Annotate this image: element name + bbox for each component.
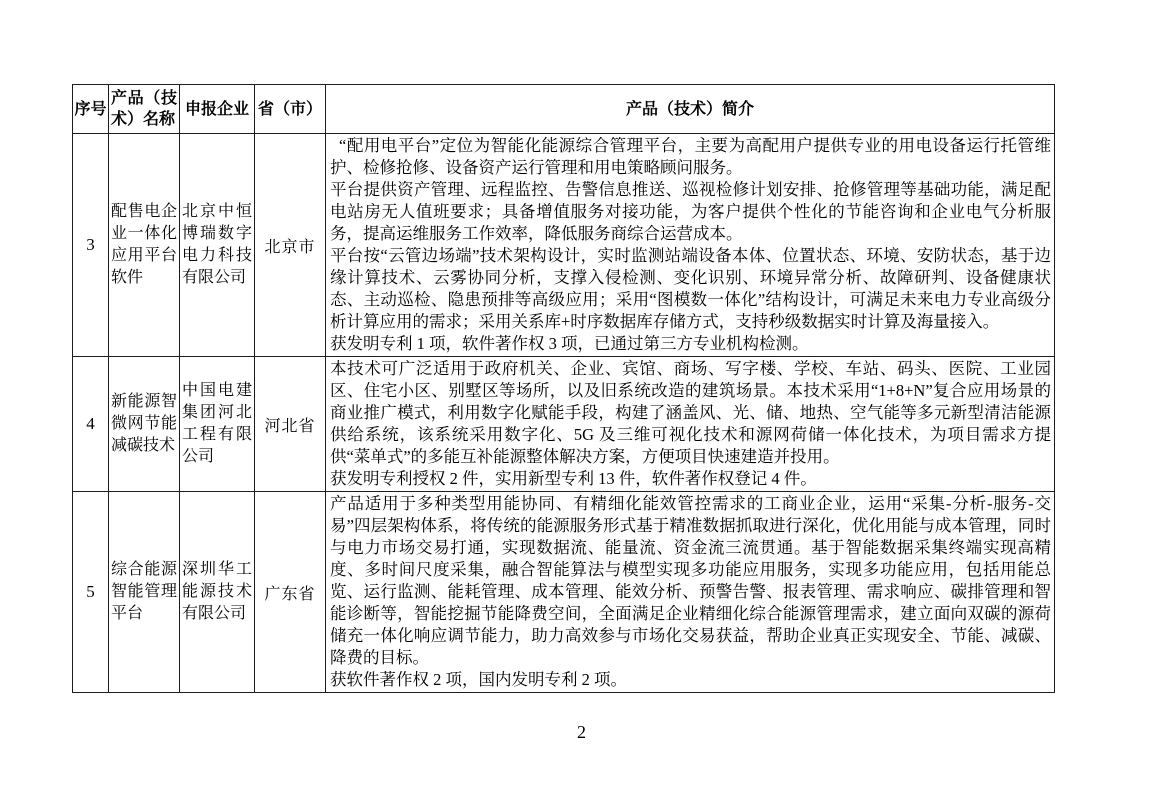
cell-province: 广东省 [255, 492, 326, 693]
cell-intro [326, 492, 1055, 693]
col-header-company: 申报企业 [180, 85, 255, 134]
cell-company: 中国电建集团河北工程有限公司 [180, 357, 255, 492]
cell-name: 配售电企业一体化应用平台软件 [109, 134, 180, 357]
col-header-province: 省（市） [255, 85, 326, 134]
intro-paragraph: “配用电平台”定位为智能化能源综合管理平台，主要为高配用户提供专业的用电设备运行托管维护、检修抢修、设备资产运行管理和用电策略顾问服务。 [330, 136, 1051, 177]
cell-no: 3 [73, 134, 109, 357]
cell-province: 北京市 [255, 134, 326, 357]
intro-paragraph: 获发明专利 1 项，软件著作权 3 项，已通过第三方专业机构检测。 [330, 334, 809, 353]
cell-company: 北京中恒博瑞数字电力科技有限公司 [180, 134, 255, 357]
cell-intro [326, 357, 1055, 492]
page-number: 2 [577, 722, 586, 742]
intro-paragraph: 平台提供资产管理、远程监控、告警信息推送、巡视检修计划安排、抢修管理等基础功能，满足配电站房无人值班要求；具备增值服务对接功能，为客户提供个性化的节能咨询和企业电气分析服务，提高运维服务工作效率，降低服务商综合运营成本。 [330, 180, 1051, 243]
table-row [73, 134, 1055, 357]
cell-name: 综合能源智能管理平台 [109, 492, 180, 693]
table-row [73, 492, 1055, 693]
col-header-name: 产品（技术）名称 [109, 85, 180, 134]
col-header-no: 序号 [73, 85, 109, 134]
cell-province: 河北省 [255, 357, 326, 492]
intro-paragraph: 本技术可广泛适用于政府机关、企业、宾馆、商场、写字楼、学校、车站、码头、医院、工业园区、住宅小区、别墅区等场所，以及旧系统改造的建筑场景。本技术采用“1+8+N”复合应用场景的商业推广模式，利用数字化赋能手段，构建了涵盖风、光、储、地热、空气能等多元新型清洁能源供给系统，该系统采用数字化、5G 及三维可视化技术和源网荷储一体化技术，为项目需求方提供“菜单式”的多能互补能源整体解决方案，方便项目快速建造并投用。 [330, 359, 1051, 466]
cell-intro [326, 134, 1055, 357]
table-header-row [73, 85, 1055, 134]
intro-paragraph: 获发明专利授权 2 件，实用新型专利 13 件，软件著作权登记 4 件。 [330, 469, 817, 488]
cell-name: 新能源智微网节能减碳技术 [109, 357, 180, 492]
col-header-intro: 产品（技术）简介 [326, 85, 1055, 134]
intro-paragraph: 获软件著作权 2 项，国内发明专利 2 项。 [330, 670, 627, 689]
table-row [73, 357, 1055, 492]
cell-no: 4 [73, 357, 109, 492]
cell-company: 深圳华工能源技术有限公司 [180, 492, 255, 693]
cell-no: 5 [73, 492, 109, 693]
intro-paragraph: 平台按“云管边场端”技术架构设计，实时监测站端设备本体、位置状态、环境、安防状态，基于边缘计算技术、云雾协同分析，支撑入侵检测、变化识别、环境异常分析、故障研判、设备健康状态、主动巡检、隐患预排等高级应用；采用“图模数一体化”结构设计，可满足未来电力专业高级分析计算应用的需求；采用关系库+时序数据库存储方式，支持秒级数据实时计算及海量接入。 [330, 246, 1051, 331]
intro-paragraph: 产品适用于多种类型用能协同、有精细化能效管控需求的工商业企业，运用“采集-分析-服务-交易”四层架构体系，将传统的能源服务形式基于精准数据抓取进行深化，优化用能与成本管理，同时与电力市场交易打通，实现数据流、能量流、资金流三流贯通。基于智能数据采集终端实现高精度、多时间尺度采集，融合智能算法与模型实现多功能应用服务，实现多功能应用，包括用能总览、运行监测、能耗管理、成本管理、能效分析、预警告警、报表管理、需求响应、碳排管理和智能诊断等，智能挖掘节能降费空间，全面满足企业精细化综合能源管理需求，建立面向双碳的源荷储充一体化响应调节能力，助力高效参与市场化交易获益，帮助企业真正实现安全、节能、减碳、降费的目标。 [330, 494, 1051, 667]
products-table [72, 84, 1055, 693]
